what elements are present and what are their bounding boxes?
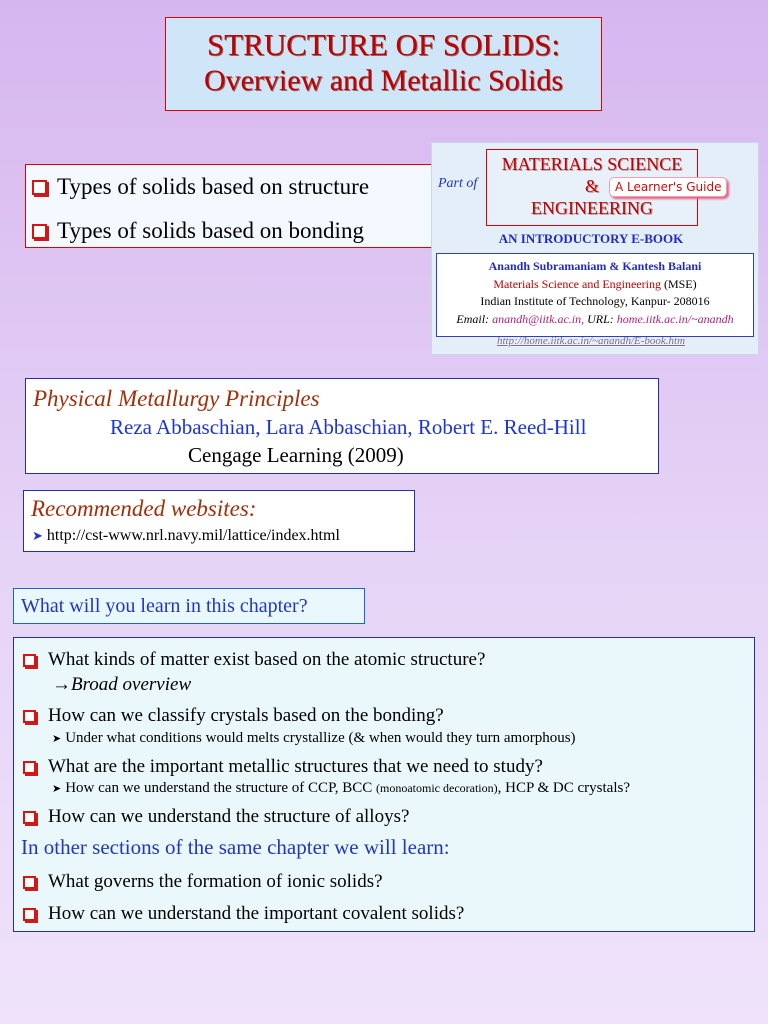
topic-item (32, 218, 364, 244)
ebook-url-link[interactable]: http://home.iitk.ac.in/~anandh/E-book.htm (496, 335, 686, 347)
mse-line1: MATERIALS SCIENCE (501, 154, 683, 174)
sub-item-text: , HCP & DC crystals? (497, 780, 630, 796)
chapter-header: What will you learn in this chapter? (21, 595, 308, 617)
checkbox-bullet-icon (23, 654, 36, 667)
list-item-text: How can we understand the structure of alloys? (48, 806, 410, 827)
arrow-bullet-icon: ➤ (52, 783, 62, 795)
page-title: STRUCTURE OF SOLIDS: (206, 27, 561, 62)
mse-amp: & (585, 176, 600, 196)
author-box (436, 253, 754, 337)
topic-label: Types of solids based on structure (57, 174, 370, 199)
learning-list-box (13, 637, 755, 932)
checkbox-bullet-icon (32, 180, 47, 195)
checkbox-bullet-icon (23, 876, 36, 889)
book-authors: Reza Abbaschian, Lara Abbaschian, Robert E. Reed-Hill (110, 415, 587, 439)
department: Materials Science and Engineering (493, 276, 661, 291)
email-link[interactable]: anandh@iitk.ac.in, (492, 311, 585, 326)
list-item (23, 871, 383, 893)
list-item-text: How can we understand the important covalent solids? (48, 903, 465, 924)
topic-item (32, 174, 369, 200)
list-item-text: How can we classify crystals based on the bonding? (48, 705, 444, 726)
institute: Indian Institute of Technology, Kanpur- 208016 (480, 294, 710, 308)
website-link[interactable]: http://cst-www.nrl.navy.mil/lattice/index.html (46, 527, 340, 544)
arrow-bullet-icon: ➤ (32, 528, 43, 543)
intro-ebook-label: AN INTRODUCTORY E-BOOK (498, 231, 684, 246)
list-item (23, 705, 444, 727)
arrow-bullet-icon: ➤ (52, 733, 62, 745)
sub-item (52, 780, 630, 797)
contact-line (437, 311, 753, 329)
title-box (165, 17, 602, 111)
part-of-label: Part of (438, 176, 478, 191)
learners-guide-badge: A Learner's Guide (609, 177, 727, 197)
email-label: Email: (456, 311, 490, 326)
list-item-text: What governs the formation of ionic solids? (48, 871, 383, 892)
websites-box (23, 490, 415, 552)
checkbox-bullet-icon (32, 224, 47, 239)
topics-box (25, 164, 435, 248)
list-item (23, 806, 409, 828)
list-item-text: What are the important metallic structures that we need to study? (48, 756, 543, 777)
topic-label: Types of solids based on bonding (57, 218, 364, 243)
websites-heading: Recommended websites: (31, 496, 257, 521)
page-subtitle: Overview and Metallic Solids (203, 64, 564, 97)
homepage-link[interactable]: home.iitk.ac.in/~anandh (616, 311, 734, 326)
sub-item: →Broad overview (52, 674, 192, 695)
url-label: URL: (587, 311, 614, 326)
book-publisher: Cengage Learning (2009) (188, 443, 404, 467)
department-line (437, 276, 753, 294)
sub-item-text: Under what conditions would melts crystallize (& when would they turn amorphous) (65, 730, 576, 746)
checkbox-bullet-icon (23, 908, 36, 921)
sub-item-note: (monoatomic decoration) (376, 781, 498, 795)
ebook-card (432, 143, 758, 354)
sub-item (52, 730, 576, 747)
list-item-text: What kinds of matter exist based on the atomic structure? (48, 649, 486, 670)
list-item (23, 649, 485, 671)
sub-item-text: How can we understand the structure of CCP, BCC (65, 780, 373, 796)
author-names: Anandh Subramaniam & Kantesh Balani (488, 259, 702, 273)
checkbox-bullet-icon (23, 761, 36, 774)
mse-line2: ENGINEERING (531, 198, 653, 218)
website-item (32, 527, 340, 545)
chapter-header-box (13, 588, 365, 624)
book-title: Physical Metallurgy Principles (33, 386, 320, 411)
checkbox-bullet-icon (23, 811, 36, 824)
book-reference-box (25, 378, 659, 474)
list-item (23, 756, 543, 778)
department-abbr: (MSE) (663, 276, 697, 291)
other-sections-heading: In other sections of the same chapter we will learn: (21, 835, 450, 859)
checkbox-bullet-icon (23, 710, 36, 723)
list-item (23, 903, 464, 925)
